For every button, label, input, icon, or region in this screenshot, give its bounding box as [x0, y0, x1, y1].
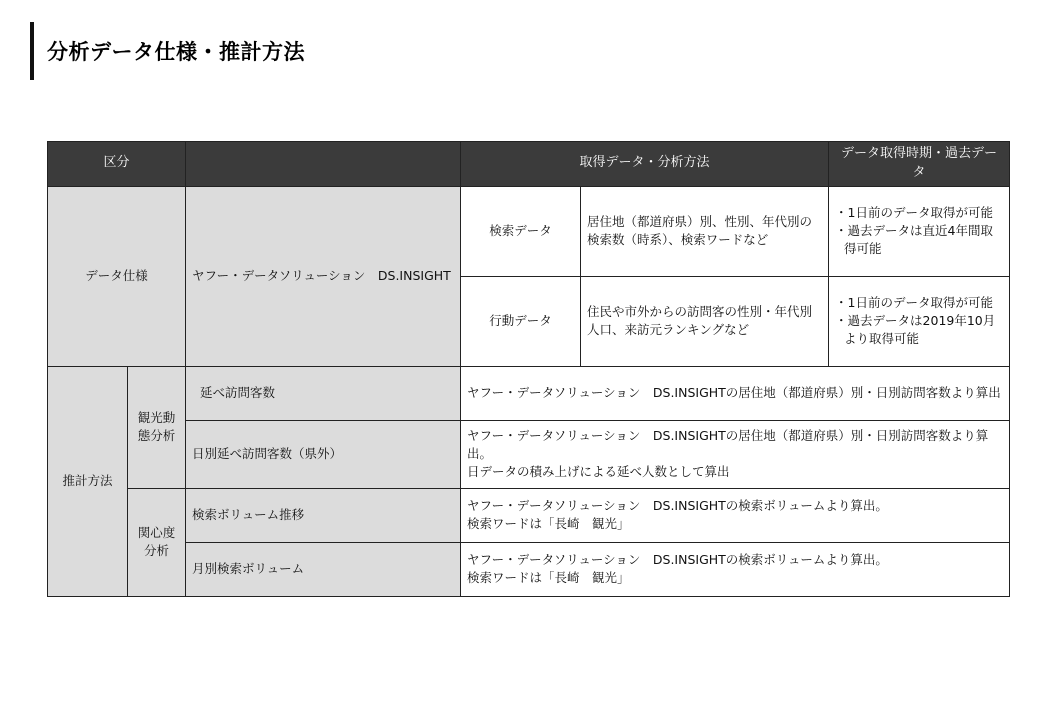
data-spec-label: データ仕様 — [48, 186, 186, 366]
table-row — [48, 186, 1010, 276]
table-row — [48, 488, 1010, 542]
method-line: 日データの積み上げによる延べ人数として算出 — [467, 464, 730, 480]
data-notes-search — [829, 186, 1010, 276]
table-row — [48, 542, 1010, 596]
data-desc-search: 居住地（都道府県）別、性別、年代別の検索数（時系）、検索ワードなど — [581, 186, 829, 276]
data-spec-source: ヤフー・データソリューション DS.INSIGHT — [186, 186, 461, 366]
header-period: データ取得時期・過去データ — [829, 142, 1010, 187]
note-item: ・ 1日前のデータ取得が可能 — [835, 204, 1003, 222]
data-notes-behavior — [829, 276, 1010, 366]
method-daily-visitors — [461, 420, 1010, 488]
item-search-trend: 検索ボリューム推移 — [186, 488, 461, 542]
data-type-behavior: 行動データ — [461, 276, 581, 366]
estimation-label: 推計方法 — [48, 366, 128, 596]
item-total-visitors: 延べ訪問客数 — [186, 366, 461, 420]
method-line: ヤフー・データソリューション DS.INSIGHTの検索ボリュームより算出。 — [467, 552, 888, 568]
method-line: ヤフー・データソリューション DS.INSIGHTの居住地（都道府県）別・日別訪問客数より算出。 — [467, 428, 989, 462]
method-line: ヤフー・データソリューション DS.INSIGHTの検索ボリュームより算出。 — [467, 498, 888, 514]
table-header-row — [48, 142, 1010, 187]
header-empty — [186, 142, 461, 187]
group-label-interest: 関心度分析 — [128, 488, 186, 596]
note-item: ・ 過去データは直近4年間取得可能 — [835, 222, 1003, 258]
spec-table — [47, 141, 1010, 597]
table-row — [48, 366, 1010, 420]
method-total-visitors — [461, 366, 1010, 420]
data-type-search: 検索データ — [461, 186, 581, 276]
method-line: ヤフー・データソリューション DS.INSIGHTの居住地（都道府県）別・日別訪問客数より算出 — [467, 385, 1001, 401]
note-item: ・ 1日前のデータ取得が可能 — [835, 294, 1003, 312]
note-item: ・ 過去データは2019年10月より取得可能 — [835, 312, 1003, 348]
page-title: 分析データ仕様・推計方法 — [47, 40, 305, 64]
title-accent-bar — [30, 22, 34, 80]
data-desc-behavior: 住民や市外からの訪問客の性別・年代別人口、来訪元ランキングなど — [581, 276, 829, 366]
item-daily-visitors: 日別延べ訪問客数（県外） — [186, 420, 461, 488]
method-line: 検索ワードは「長崎 観光」 — [467, 516, 630, 532]
method-search-trend — [461, 488, 1010, 542]
table-row — [48, 420, 1010, 488]
method-line: 検索ワードは「長崎 観光」 — [467, 570, 630, 586]
method-monthly-search — [461, 542, 1010, 596]
group-label-tourism: 観光動態分析 — [128, 366, 186, 488]
item-monthly-search: 月別検索ボリューム — [186, 542, 461, 596]
header-category: 区分 — [48, 142, 186, 187]
header-method: 取得データ・分析方法 — [461, 142, 829, 187]
